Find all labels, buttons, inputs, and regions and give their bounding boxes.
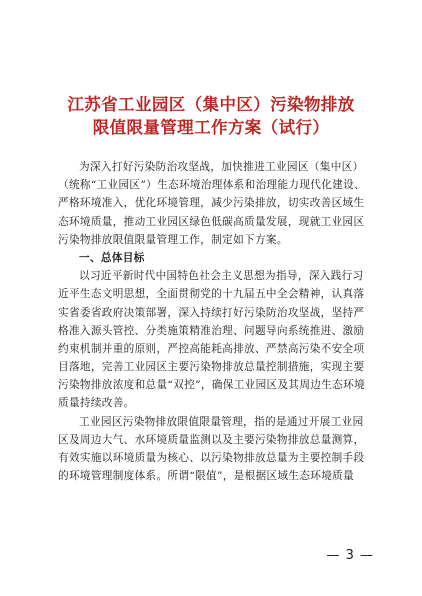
page-number: — 3 — xyxy=(326,548,374,563)
body-line: 约束机制并重的原则，严控高能耗高排放、严禁高污染不安全项 xyxy=(58,342,365,355)
body-line: 以习近平新时代中国特色社会主义思想为指导，深入践行习 xyxy=(79,270,364,283)
body-line: 目落地，完善工业园区主要污染物排放总量控制措施，实现主要 xyxy=(58,361,365,374)
section-heading: 一、总体目标 xyxy=(79,251,145,264)
body-line: 严格环境准入，优化环境管理，减少污染排放，切实改善区域生 xyxy=(58,197,365,210)
body-line: 态环境质量，推动工业园区绿色低碳高质量发展，现就工业园区 xyxy=(58,215,365,228)
body-line: （统称“工业园区”）生态环境治理体系和治理能力现代化建设、 xyxy=(58,179,366,192)
body-line: 实省委省政府决策部署，深入持续打好污染防治攻坚战，坚持严 xyxy=(58,306,365,319)
document-title-line-1: 江苏省工业园区（集中区）污染物排放 xyxy=(67,95,355,114)
body-line: 近平生态文明思想，全面贯彻党的十九届五中全会精神，认真落 xyxy=(58,288,365,301)
body-line: 区及周边大气、水环境质量监测以及主要污染物排放总量测算， xyxy=(58,433,365,446)
body-line: 格准入源头管控、分类施策精准治理、问题导向系统推进、激励 xyxy=(58,324,365,337)
document-title-line-2: 限值限量管理工作方案（试行） xyxy=(92,118,330,137)
body-line: 污染物排放浓度和总量“双控”，确保工业园区及其周边生态环境 xyxy=(58,379,366,392)
body-line: 污染物排放限值限量管理工作，制定如下方案。 xyxy=(58,233,288,246)
body-line: 工业园区污染物排放限值限量管理，指的是通过开展工业园 xyxy=(79,415,364,428)
body-line: 为深入打好污染防治攻坚战，加快推进工业园区（集中区） xyxy=(79,161,364,173)
document-body xyxy=(58,158,376,485)
body-line: 质量持续改善。 xyxy=(58,397,135,410)
body-line: 的环境管理制度体系。所谓“限值”，是根据区域生态环境质量 xyxy=(58,470,355,483)
body-line: 有效实施以环境质量为核心、以污染物排放总量为主要控制手段 xyxy=(58,452,365,464)
